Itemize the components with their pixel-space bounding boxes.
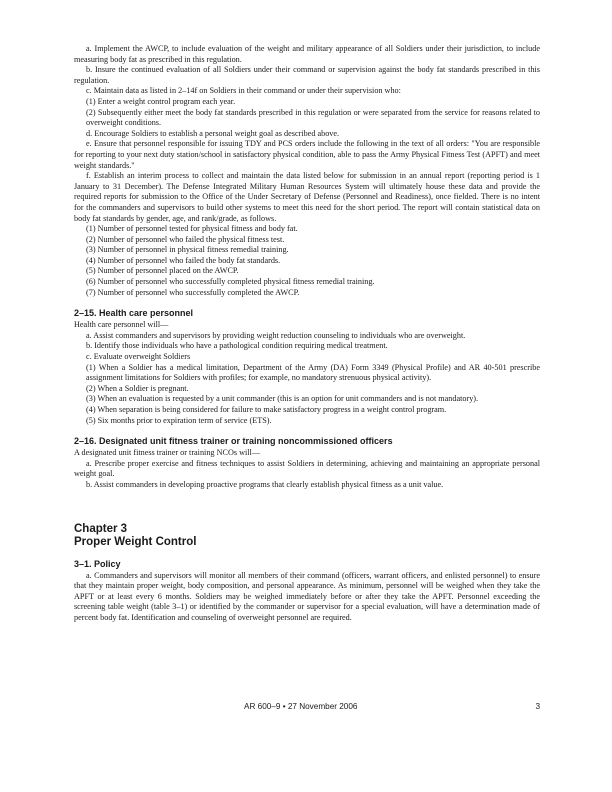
paragraph: f. Establish an interim process to collect and maintain the data listed below for submission in an annual report (reporting period is 1 January to 31 December). The Defense Integrated Military Human Resources System will ultimately house these data and provide the required reports for submission to the Office of the Under Secretary of Defense (Personnel and Readiness), once fielded. There is no intent for the commanders and supervisors to build other systems to meet this need for the short period. The report will contain statistical data on body fat standards by gender, age, and rank/grade, as follows.: [74, 171, 540, 223]
paragraph: a. Implement the AWCP, to include evaluation of the weight and military appearance of all Soldiers under their jurisdiction, to include measuring body fat as prescribed in this regulation.: [74, 44, 540, 64]
paragraph: c. Evaluate overweight Soldiers: [86, 352, 191, 362]
section-heading: 3–1. Policy: [74, 558, 121, 569]
list-item: (2) Subsequently either meet the body fat standards prescribed in this regulation or were separated from the service for reasons related to overweight conditions.: [86, 107, 540, 128]
section-intro: Health care personnel will—: [74, 320, 169, 330]
paragraph: d. Encourage Soldiers to establish a personal weight goal as described above.: [86, 128, 340, 138]
page-footer: [74, 702, 540, 714]
section-heading: 2–16. Designated unit fitness trainer or training noncommissioned officers: [74, 436, 393, 447]
paragraph: a. Commanders and supervisors will monitor all members of their command (officers, warrant officers, and enlisted personnel) to ensure that they maintain proper weight, body composition, and personal appearance. As minimum, personnel will be weighed when they take the APFT or at least every 6 months. Soldiers may be weighed immediately before or after they take the APFT. Personnel exceeding the screening table weight (table 3–1) or identified by the commander or supervisor for a special evaluation, will have a determination made of percent body fat. Identification and counseling of overweight personnel are required.: [74, 570, 540, 622]
list-item: (2) When a Soldier is pregnant.: [86, 383, 189, 393]
list-item: (1) Number of personnel tested for physical fitness and body fat.: [86, 224, 298, 234]
list-item: (6) Number of personnel who successfully completed physical fitness remedial training.: [86, 277, 375, 287]
chapter-title: Proper Weight Control: [74, 535, 197, 548]
chapter-heading: [74, 523, 540, 549]
paragraph: e. Ensure that personnel responsible for issuing TDY and PCS orders include the following in the text of all orders: "You are responsible for reporting to your next duty station/school in satisfactory physical condition, able to pass the Army Physical Fitness Test (APFT) and meet weight standards.": [74, 139, 540, 170]
list-item: (3) When an evaluation is requested by a unit commander (this is an option for unit commanders and is not mandatory).: [86, 394, 479, 404]
numbered-list: [74, 97, 540, 129]
list-item: (5) Number of personnel placed on the AWCP.: [86, 266, 239, 276]
paragraph: b. Identify those individuals who have a pathological condition requiring medical treatment.: [86, 341, 388, 351]
text-column: [74, 44, 540, 624]
list-item: (7) Number of personnel who successfully completed the AWCP.: [86, 287, 300, 297]
numbered-list: [74, 363, 540, 427]
document-reference: AR 600–9 • 27 November 2006: [244, 702, 358, 711]
section-heading: 2–15. Health care personnel: [74, 308, 194, 319]
chapter-number: Chapter 3: [74, 522, 128, 535]
list-item: (4) Number of personnel who failed the body fat standards.: [86, 255, 281, 265]
list-item: (1) Enter a weight control program each year.: [86, 96, 236, 106]
numbered-list: [74, 224, 540, 298]
paragraph: c. Maintain data as listed in 2–14f on Soldiers in their command or under their supervision who:: [86, 86, 401, 96]
list-item: (5) Six months prior to expiration term of service (ETS).: [86, 415, 272, 425]
paragraph: a. Assist commanders and supervisors by providing weight reduction counseling to individuals who are overweight.: [86, 330, 466, 340]
list-item: (1) When a Soldier has a medical limitation, Department of the Army (DA) Form 3349 (Physical Profile) and AR 40-501 prescribe assignment limitations for Soldiers with profiles; for example, no mandatory strenuous physical activity).: [86, 362, 540, 383]
list-item: (2) Number of personnel who failed the physical fitness test.: [86, 234, 285, 244]
page-number: 3: [535, 702, 540, 711]
paragraph: a. Prescribe proper exercise and fitness techniques to assist Soldiers in determining, achieving and maintaining an appropriate personal weight goal.: [74, 458, 540, 479]
list-item: (4) When separation is being considered for failure to make satisfactory progress in a weight control program.: [86, 405, 447, 414]
list-item: (3) Number of personnel in physical fitness remedial training.: [86, 245, 289, 255]
paragraph: b. Insure the continued evaluation of all Soldiers under their command or supervision against the body fat standards prescribed in this regulation.: [74, 65, 540, 85]
paragraph: b. Assist commanders in developing proactive programs that clearly establish physical fitness as a unit value.: [86, 479, 444, 489]
section-intro: A designated unit fitness trainer or training NCOs will—: [74, 448, 261, 458]
